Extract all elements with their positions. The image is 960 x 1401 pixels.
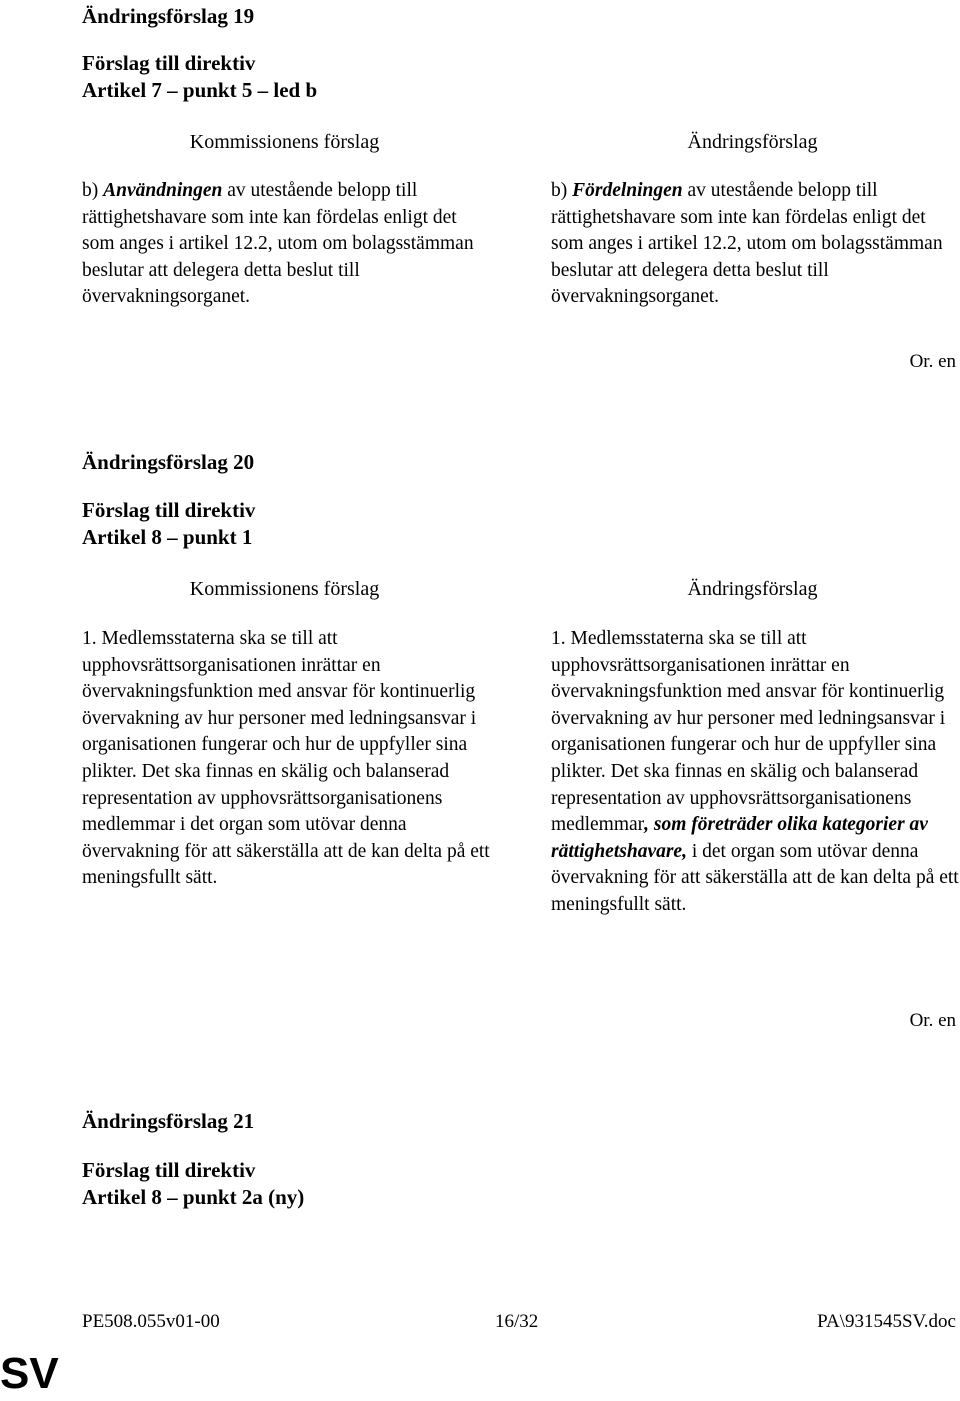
amendment-21-subtitle: Förslag till direktiv <box>82 1158 256 1182</box>
amendment-20-left-heading: Kommissionens förslag <box>189 578 380 600</box>
amendment-19-article: Artikel 7 – punkt 5 – led b <box>82 78 318 102</box>
footer-page-number: 16/32 <box>495 1311 539 1332</box>
amendment-19-original-language: Or. en <box>909 351 956 372</box>
amendment-19-right-text: b) Fördelningen av utestående belopp till rättighetshavare som inte kan fördelas enligt det som anges i artikel 12.2, utom om bolagsstämman beslutar att delegera detta beslut till övervakningsorganet. <box>551 180 943 308</box>
amendment-19-left-heading: Kommissionens förslag <box>189 131 380 153</box>
amendment-21-title: Ändringsförslag 21 <box>82 1109 255 1133</box>
amendment-20-title: Ändringsförslag 20 <box>82 450 255 474</box>
amendment-19-left-text: b) Användningen av utestående belopp till rättighetshavare som inte kan fördelas enligt det som anges i artikel 12.2, utom om bolagsstämman beslutar att delegera detta beslut till övervakningsorganet. <box>82 180 474 308</box>
amendment-19-right-heading: Ändringsförslag <box>687 131 818 153</box>
amendment-20-right-text: 1. Medlemsstaterna ska se till att upphovsrättsorganisationen inrättar en övervakningsfunktion med ansvar för kontinuerlig övervakning av hur personer med ledningsansvar i organisationen fungerar och hur de uppfyller sina plikter. Det ska finnas en skälig och balanserad representation av upphovsrättsorganisationens medlemmar, som företräder olika kategorier av rättighetshavare, i det organ som utövar denna övervakning för att säkerställa att de kan delta på ett meningsfullt sätt. <box>551 628 959 915</box>
amendment-20-subtitle: Förslag till direktiv <box>82 498 256 522</box>
amendment-20-right-heading: Ändringsförslag <box>687 578 818 600</box>
amendment-20-left-text: 1. Medlemsstaterna ska se till att upphovsrättsorganisationen inrättar en övervakningsfunktion med ansvar för kontinuerlig övervakning av hur personer med ledningsansvar i organisationen fungerar och hur de uppfyller sina plikter. Det ska finnas en skälig och balanserad representation av upphovsrättsorganisationens medlemmar i det organ som utövar denna övervakning för att säkerställa att de kan delta på ett meningsfullt sätt. <box>82 628 490 889</box>
amendment-19-title: Ändringsförslag 19 <box>82 4 255 28</box>
footer-file-name: PA\931545SV.doc <box>817 1311 956 1332</box>
amendment-20-article: Artikel 8 – punkt 1 <box>82 525 253 549</box>
amendment-21-article: Artikel 8 – punkt 2a (ny) <box>82 1185 305 1209</box>
amendment-19-subtitle: Förslag till direktiv <box>82 51 256 75</box>
amendment-20-original-language: Or. en <box>909 1010 956 1031</box>
footer-document-reference: PE508.055v01-00 <box>82 1311 220 1332</box>
footer-language-code: SV <box>0 1349 59 1398</box>
